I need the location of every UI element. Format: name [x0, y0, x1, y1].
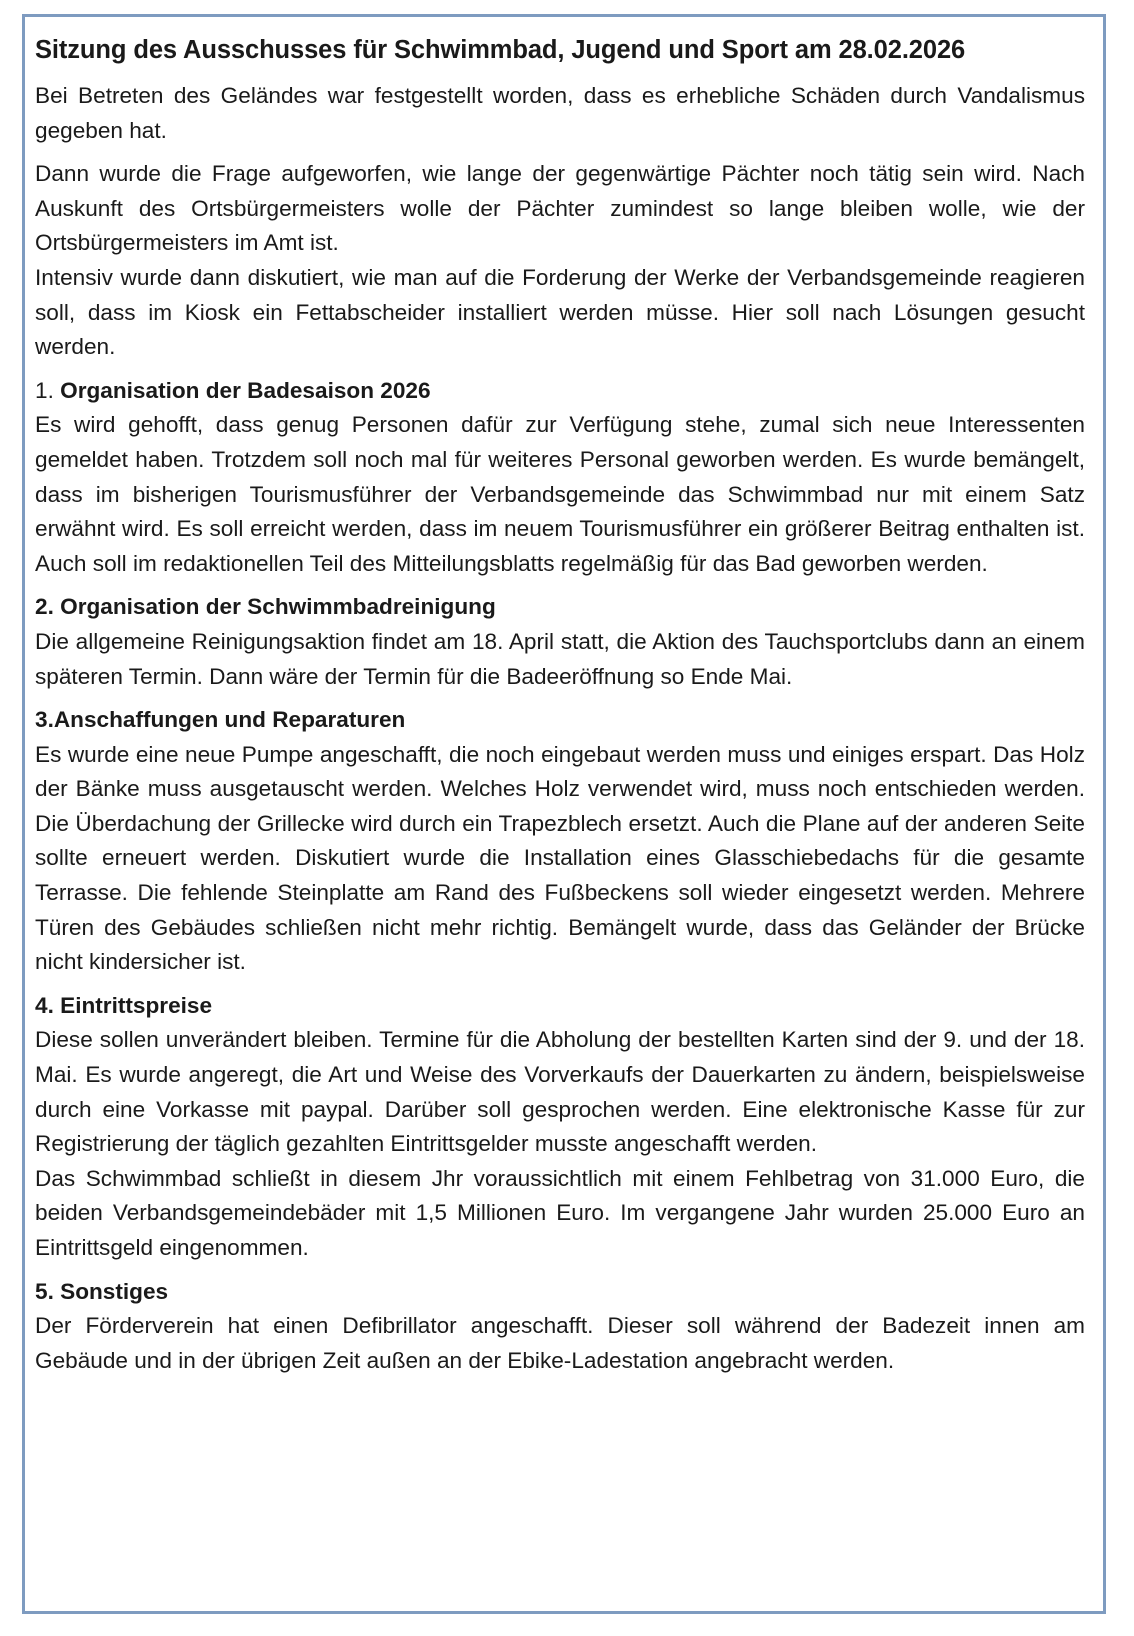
section-paragraph: Das Schwimmbad schließt in diesem Jhr voraussichtlich mit einem Fehlbetrag von 31.000 Euro, die beiden Verbandsgemeindebäder mit 1,5 Millionen Euro. Im vergangene Jahr wurden 25.000 Euro an Eintrittsgeld eingenommen.: [35, 1165, 1085, 1260]
section-heading: [35, 1275, 1085, 1310]
section-paragraph: Es wurde eine neue Pumpe angeschafft, die noch eingebaut werden muss und einiges erspart. Das Holz der Bänke muss ausgetauscht werden. Welches Holz verwendet wird, muss noch entschieden werden. Die Überdachung der Grillecke wird durch ein Trapezblech ersetzt. Auch die Plane auf der anderen Seite sollte erneuert werden. Diskutiert wurde die Installation eines Glasschiebedachs für die gesamte Terrasse. Die fehlende Steinplatte am Rand des Fußbeckens soll wieder eingesetzt werden. Mehrere Türen des Gebäudes schließen nicht mehr richtig. Bemängelt wurde, dass das Geländer der Brücke nicht kindersicher ist.: [35, 741, 1085, 975]
section-paragraph: Diese sollen unverändert bleiben. Termine für die Abholung der bestellten Karten sind der 9. und der 18. Mai. Es wurde angeregt, die Art und Weise des Vorverkaufs der Dauerkarten zu ändern, beispielsweise durch eine Vorkasse mit paypal. Darüber soll gesprochen werden. Eine elektronische Kasse für zur Registrierung der täglich gezahlten Eintrittsgelder musste angeschafft werden.: [35, 1027, 1085, 1157]
section-1: [35, 374, 1085, 582]
section-title: Eintrittspreise: [60, 992, 213, 1018]
section-paragraph: Die allgemeine Reinigungsaktion findet am 18. April statt, die Aktion des Tauchsportclubs dann an einem späteren Termin. Dann wäre der Termin für die Badeeröffnung so Ende Mai.: [35, 628, 1085, 689]
section-paragraph: Der Förderverein hat einen Defibrillator angeschafft. Dieser soll während der Badezeit innen am Gebäude und in der übrigen Zeit außen an der Ebike-Ladestation angebracht werden.: [35, 1313, 1085, 1373]
section-title: Organisation der Badesaison 2026: [60, 377, 431, 403]
section-5: [35, 1275, 1085, 1379]
section-2: [35, 590, 1085, 694]
section-number: 5.: [35, 1278, 54, 1304]
section-number: 1.: [35, 377, 54, 403]
section-heading: [35, 590, 1085, 625]
section-title: Organisation der Schwimmbadreinigung: [60, 594, 496, 620]
section-number: 4.: [35, 992, 54, 1018]
section-paragraph: Es wird gehofft, dass genug Personen dafür zur Verfügung stehe, zumal sich neue Interessenten gemeldet haben. Trotzdem soll noch mal für weiteres Personal geworben werden. Es wurde bemängelt, dass im bisherigen Tourismusführer der Verbandsgemeinde das Schwimmbad nur mit einem Satz erwähnt wird. Es soll erreicht werden, dass im neuem Tourismusführer ein größerer Beitrag enthalten ist. Auch soll im redaktionellen Teil des Mitteilungsblatts regelmäßig für das Bad geworben werden.: [35, 412, 1085, 576]
section-3: [35, 703, 1085, 980]
intro-paragraph-1: Bei Betreten des Geländes war festgestellt worden, dass es erhebliche Schäden durch Vandalismus gegeben hat.: [35, 83, 1085, 143]
intro-paragraph-2: Dann wurde die Frage aufgeworfen, wie lange der gegenwärtige Pächter noch tätig sein wird. Nach Auskunft des Ortsbürgermeisters wolle der Pächter zumindest so lange bleiben wolle, wie der Ortsbürgermeisters im Amt ist.: [35, 161, 1085, 256]
section-number: 2.: [35, 594, 54, 620]
section-heading: [35, 374, 1085, 409]
section-4: [35, 989, 1085, 1266]
section-number: 3.: [35, 707, 54, 733]
article-title: Sitzung des Ausschusses für Schwimmbad, Jugend und Sport am 28.02.2026: [35, 36, 966, 64]
section-title: Anschaffungen und Reparaturen: [53, 707, 406, 733]
intro-paragraph-3: Intensiv wurde dann diskutiert, wie man auf die Forderung der Werke der Verbandsgemeinde reagieren soll, dass im Kiosk ein Fettabscheider installiert werden müsse. Hier soll nach Lösungen gesucht werden.: [35, 264, 1085, 360]
section-heading: [35, 989, 1085, 1024]
article-frame: [22, 14, 1106, 1614]
section-heading: [35, 703, 1085, 738]
section-title: Sonstiges: [60, 1278, 169, 1304]
